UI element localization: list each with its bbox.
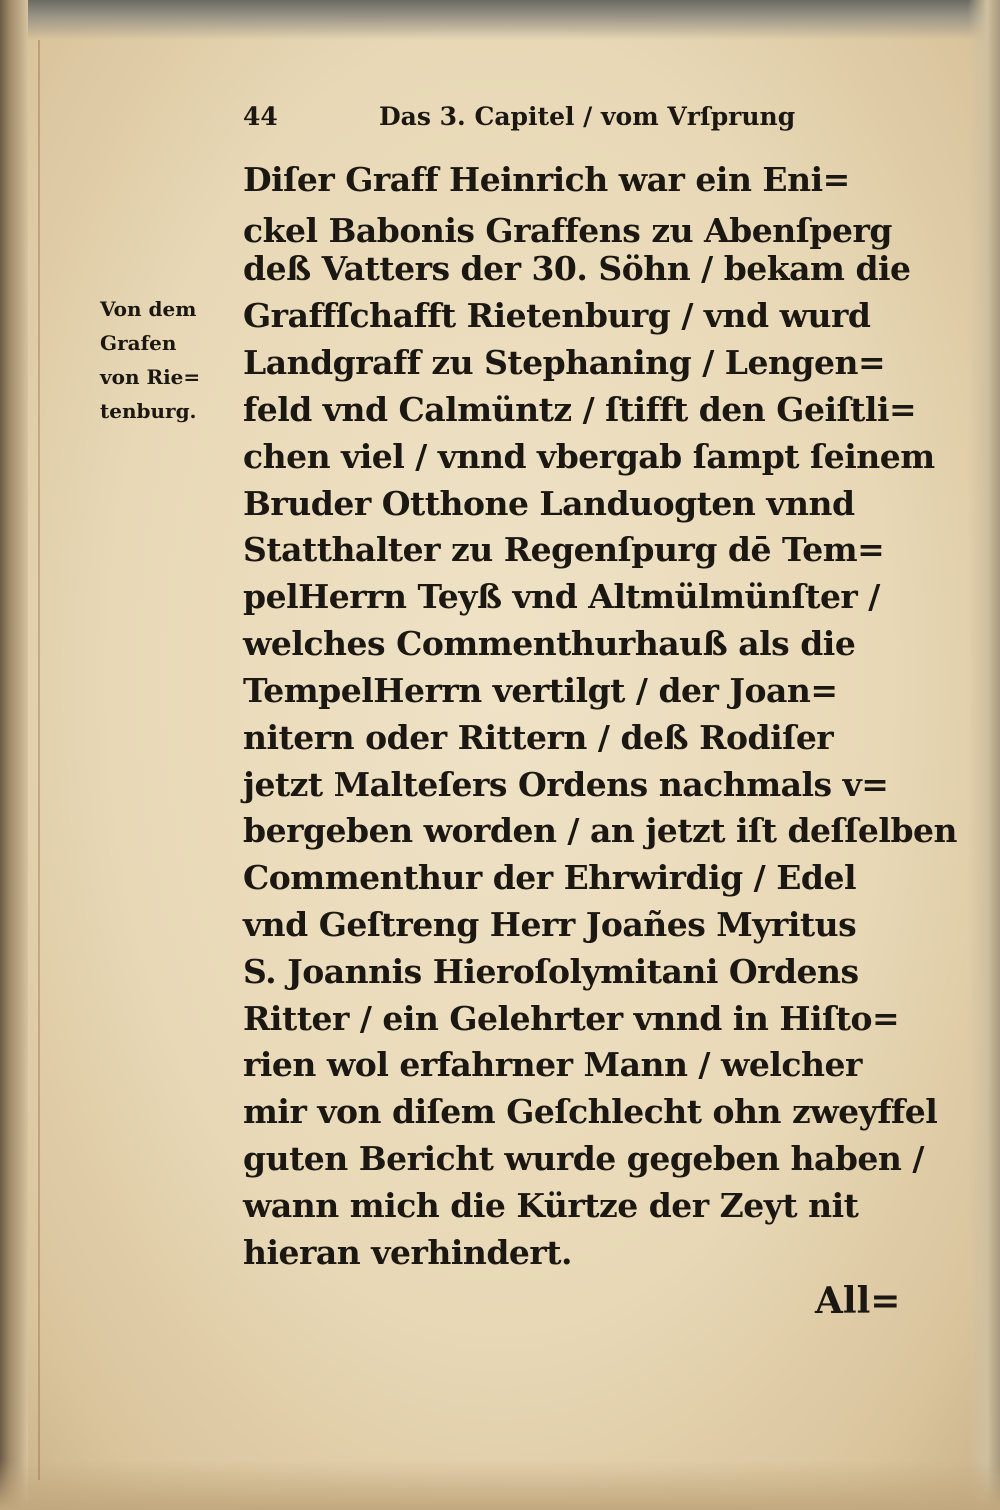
- text-line: hieran verhindert.: [243, 1233, 573, 1272]
- text-line: bergeben worden / an jetzt iſt deſſelben: [243, 811, 958, 850]
- text-line: wann mich die Kürtze der Zeyt nit: [243, 1186, 859, 1225]
- catchword: All=: [815, 1280, 901, 1322]
- text-line: Graffſchafft Rietenburg / vnd wurd: [243, 296, 871, 335]
- running-head: [243, 102, 823, 142]
- text-line: Bruder Otthone Landuogten vnnd: [243, 484, 855, 523]
- text-line: guten Bericht wurde gegeben haben /: [243, 1139, 924, 1178]
- text-line: Statthalter zu Regenſpurg dē Tem=: [243, 530, 885, 569]
- text-line: nitern oder Rittern / deß Rodiſer: [243, 718, 834, 757]
- text-line: TempelHerrn vertilgt / der Joan=: [243, 671, 838, 710]
- binding-shadow: [38, 40, 40, 1480]
- text-line: mir von diſem Geſchlecht ohn zweyffel: [243, 1092, 938, 1131]
- text-line: pelHerrn Teyß vnd Altmülmünſter /: [243, 577, 880, 616]
- text-line: chen viel / vnnd vbergab ſampt ſeinem: [243, 437, 935, 476]
- page-right-edge: [968, 0, 1000, 1510]
- text-line: vnd Geſtreng Herr Joañes Myritus: [243, 905, 857, 944]
- text-line: Ritter / ein Gelehrter vnnd in Hiſto=: [243, 999, 900, 1038]
- marginal-note-line: Von dem: [100, 297, 197, 321]
- text-line: deß Vatters der 30. Söhn / bekam die: [243, 249, 911, 288]
- text-line: Landgraff zu Stephaning / Lengen=: [243, 343, 886, 382]
- chapter-title: Das 3. Capitel / vom Vrſprung: [379, 102, 796, 131]
- page-top-edge: [0, 0, 1000, 40]
- page-number: 44: [243, 102, 278, 131]
- text-line: rien wol erfahrner Mann / welcher: [243, 1045, 862, 1084]
- text-line: Diſer Graff Heinrich war ein Eni=: [243, 160, 850, 199]
- text-line: S. Joannis Hieroſolymitani Ordens: [243, 952, 859, 991]
- page-bottom-edge: [0, 1460, 1000, 1510]
- text-line: ckel Babonis Graffens zu Abenſperg: [243, 211, 892, 250]
- marginal-note-line: von Rie=: [100, 365, 201, 389]
- marginal-note-line: Grafen: [100, 331, 177, 355]
- text-line: welches Commenthurhauß als die: [243, 624, 856, 663]
- text-line: Commenthur der Ehrwirdig / Edel: [243, 858, 856, 897]
- text-line: jetzt Malteſers Ordens nachmals v=: [243, 765, 889, 804]
- marginal-note-line: tenburg.: [100, 399, 197, 423]
- page-left-edge: [0, 0, 28, 1510]
- text-line: feld vnd Calmüntz / ſtifft den Geiſtli=: [243, 390, 917, 429]
